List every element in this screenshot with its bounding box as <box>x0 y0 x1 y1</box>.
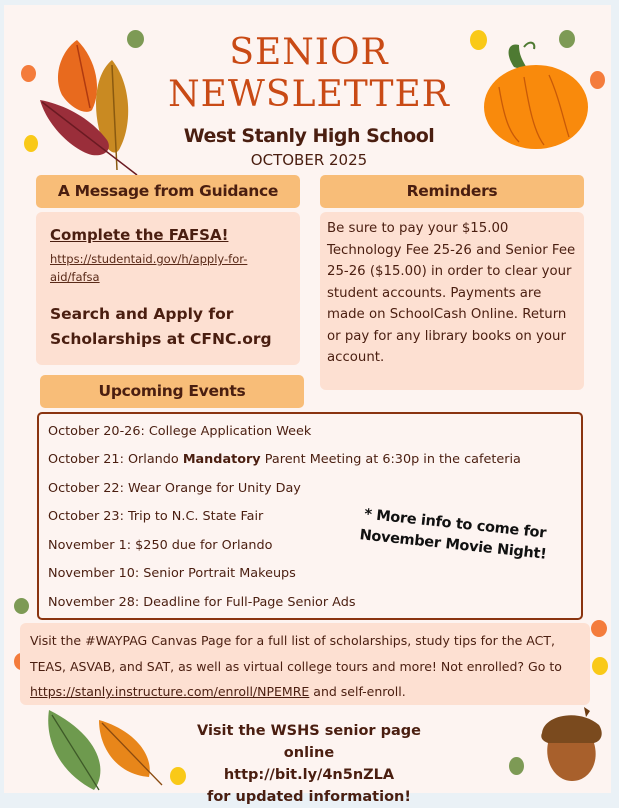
canvas-enroll-link[interactable]: https://stanly.instructure.com/enroll/NPEMRE <box>30 684 310 699</box>
movie-night-note: * More info to come for November Movie Night! <box>358 506 548 563</box>
school-name: West Stanly High School <box>183 125 435 147</box>
scholarship-cta: Search and Apply for Scholarships at CFNC.org <box>50 305 272 348</box>
decorative-dot <box>127 30 144 48</box>
canvas-info-panel <box>20 623 590 705</box>
decorative-dot <box>591 620 607 637</box>
events-heading: Upcoming Events <box>40 375 304 408</box>
issue-month: OCTOBER 2025 <box>250 151 368 169</box>
decorative-dot <box>21 65 36 82</box>
event-item: October 22: Wear Orange for Unity Day <box>48 481 301 496</box>
event-item: November 1: $250 due for Orlando <box>48 538 273 553</box>
acorn-icon <box>534 703 609 783</box>
guidance-heading: A Message from Guidance <box>36 175 300 208</box>
canvas-info-text: Visit the #WAYPAG Canvas Page for a full list of scholarships, study tips for the ACT, TEAS, ASVAB, and SAT, as well as virtual college tours and more! Not enrolled? Go to <box>30 633 562 674</box>
autumn-leaves-icon <box>32 30 142 180</box>
decorative-dot <box>24 135 38 152</box>
decorative-dot <box>559 30 575 48</box>
decorative-dot <box>14 598 29 614</box>
event-item: October 20-26: College Application Week <box>48 424 312 439</box>
event-text: October 21: Orlando <box>48 452 183 467</box>
footer-callout <box>184 720 434 808</box>
canvas-info-text: and self-enroll. <box>309 684 406 699</box>
reminders-text: Be sure to pay your $15.00 Technology Fee 25-26 and Senior Fee 25-26 ($15.00) in order to clear your student accounts. Payments are made on SchoolCash Online. Return or pay for any library books on your account. <box>327 221 576 365</box>
decorative-dot <box>509 757 524 775</box>
event-emphasis: Mandatory <box>182 452 261 467</box>
footer-line3: for updated information! <box>207 789 411 805</box>
event-item: October 23: Trip to N.C. State Fair <box>48 509 264 524</box>
fafsa-link[interactable]: https://studentaid.gov/h/apply-for-aid/fafsa <box>50 252 248 284</box>
event-item: November 10: Senior Portrait Makeups <box>48 566 296 581</box>
fafsa-heading: Complete the FAFSA! <box>50 226 229 244</box>
senior-page-link[interactable]: http://bit.ly/4n5nZLA <box>223 767 395 783</box>
event-item: November 28: Deadline for Full-Page Senior Ads <box>48 595 356 610</box>
newsletter-page <box>4 5 611 805</box>
green-orange-leaves-icon <box>44 705 164 793</box>
pumpkin-icon <box>474 37 599 147</box>
newsletter-title-line1: SENIOR <box>229 32 389 73</box>
decorative-dot <box>590 71 605 89</box>
reminders-panel <box>320 212 584 390</box>
footer-line1: Visit the WSHS senior page online <box>196 723 421 761</box>
event-text: Parent Meeting at 6:30p in the cafeteria <box>260 452 521 467</box>
events-list <box>37 412 583 620</box>
guidance-panel <box>36 212 300 365</box>
newsletter-title-line2: NEWSLETTER <box>168 74 450 115</box>
reminders-heading: Reminders <box>320 175 584 208</box>
decorative-dot <box>592 657 608 675</box>
event-item <box>48 452 521 467</box>
